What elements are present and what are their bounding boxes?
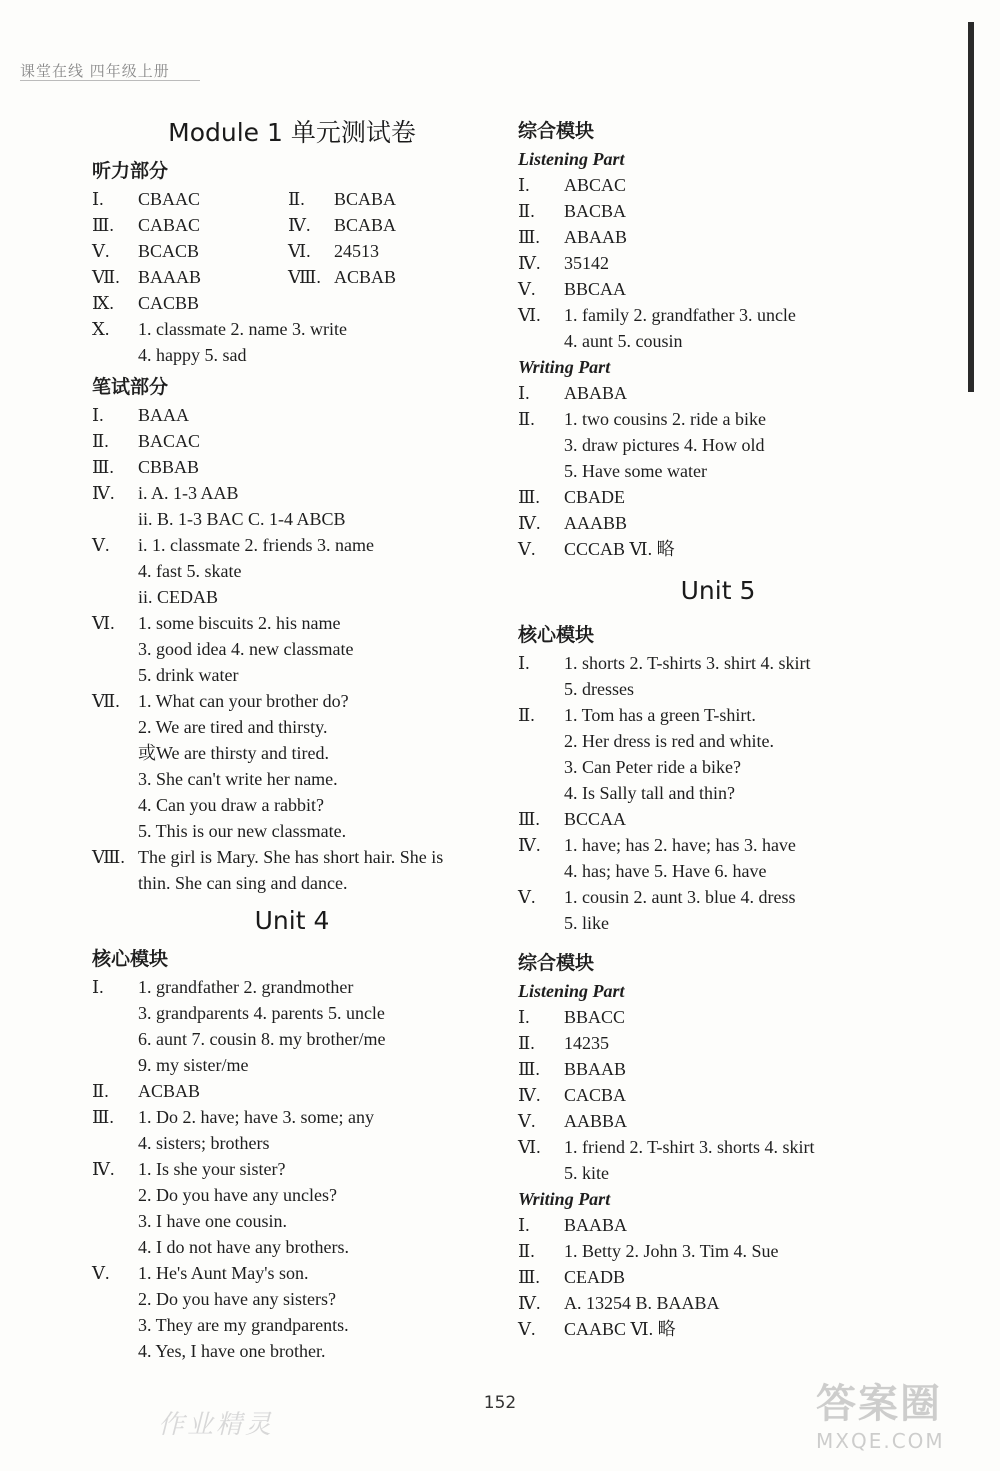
answer-row: [518, 754, 918, 780]
answer-row: [518, 1108, 918, 1134]
unit5-core-rows: [518, 650, 918, 936]
item-number: Ⅴ.: [518, 279, 536, 299]
item-answer: The girl is Mary. She has short hair. She is: [138, 847, 444, 867]
item-answer: 1. classmate 2. name 3. write: [138, 319, 347, 339]
item-number: [518, 328, 564, 354]
item-answer: 1. Tom has a green T-shirt.: [564, 705, 756, 725]
item-answer: 5. This is our new classmate.: [138, 821, 347, 841]
item-answer: 1. Is she your sister?: [138, 1159, 286, 1179]
item-number: [92, 1286, 138, 1312]
item-number: Ⅰ.: [518, 1215, 530, 1235]
item-number: [92, 792, 138, 818]
item-number: [92, 1182, 138, 1208]
item-answer: 5. dresses: [564, 679, 634, 699]
item-answer: BACBA: [564, 201, 627, 221]
item-answer: 2. Do you have any sisters?: [138, 1289, 336, 1309]
answer-row: [92, 1338, 492, 1364]
item-answer: 4. I do not have any brothers.: [138, 1237, 349, 1257]
item-answer: 24513: [334, 241, 379, 261]
answer-row: [92, 316, 492, 342]
item-number: Ⅳ.: [518, 513, 541, 533]
answer-row: [92, 454, 492, 480]
item-answer: CABAC: [138, 215, 201, 235]
item-answer: CBBAB: [138, 457, 200, 477]
item-answer: 2. Her dress is red and white.: [564, 731, 774, 751]
answer-row: [92, 1000, 492, 1026]
answer-row: [92, 662, 492, 688]
item-answer: 1. What can your brother do?: [138, 691, 349, 711]
unit5-writing-rows: [518, 1212, 918, 1342]
answer-row: [92, 1182, 492, 1208]
writing-heading: 笔试部分: [92, 376, 169, 398]
answer-row: [518, 1030, 918, 1056]
answer-row: [92, 186, 492, 212]
item-answer: 4. aunt 5. cousin: [564, 331, 683, 351]
answer-row: [518, 302, 918, 328]
unit4-comp-heading: 综合模块: [518, 120, 595, 142]
answer-row: [92, 480, 492, 506]
item-answer: i. 1. classmate 2. friends 3. name: [138, 535, 374, 555]
item-number: Ⅲ.: [518, 1059, 540, 1079]
watermark-left: 作业精灵: [158, 1410, 275, 1440]
item-answer: 3. grandparents 4. parents 5. uncle: [138, 1003, 385, 1023]
answer-row: [518, 832, 918, 858]
item-answer: 3. draw pictures 4. How old: [564, 435, 765, 455]
item-number: [92, 584, 138, 610]
item-number: Ⅲ.: [92, 215, 114, 235]
answer-row: [518, 1134, 918, 1160]
answer-row: [518, 458, 918, 484]
item-answer: CCCAB Ⅵ. 略: [564, 539, 675, 559]
item-number: Ⅳ.: [288, 215, 311, 235]
item-answer: 4. Can you draw a rabbit?: [138, 795, 324, 815]
answer-row: [92, 1104, 492, 1130]
answer-row: [92, 238, 492, 264]
item-answer: 35142: [564, 253, 609, 273]
item-number: [92, 662, 138, 688]
answer-row: [518, 1290, 918, 1316]
item-answer: CEADB: [564, 1267, 626, 1287]
item-number: Ⅰ.: [518, 653, 530, 673]
answer-row: [92, 714, 492, 740]
unit4-title: Unit 4: [254, 906, 330, 935]
answer-row: [92, 1234, 492, 1260]
answer-row: [518, 1238, 918, 1264]
answer-row: [92, 558, 492, 584]
item-number: Ⅳ.: [518, 253, 541, 273]
item-number: Ⅴ.: [92, 241, 110, 261]
item-number: Ⅳ.: [92, 1159, 115, 1179]
item-number: Ⅰ.: [518, 175, 530, 195]
item-number: Ⅱ.: [518, 1241, 535, 1261]
item-answer: 5. like: [564, 913, 609, 933]
item-answer: BBCAA: [564, 279, 627, 299]
answer-row: [92, 1130, 492, 1156]
item-number: Ⅰ.: [92, 189, 104, 209]
answer-row: [518, 884, 918, 910]
item-answer: 1. Do 2. have; have 3. some; any: [138, 1107, 374, 1127]
writing-rows: [92, 402, 492, 896]
item-number: Ⅵ.: [518, 1137, 541, 1157]
item-number: Ⅱ.: [518, 201, 535, 221]
item-number: [92, 1052, 138, 1078]
page-edge-bar: [968, 22, 974, 392]
unit4-listening-rows: [518, 172, 918, 354]
item-answer: 4. sisters; brothers: [138, 1133, 270, 1153]
item-answer: 1. He's Aunt May's son.: [138, 1263, 309, 1283]
item-number: [518, 676, 564, 702]
unit5-core-heading: 核心模块: [518, 624, 595, 646]
answer-row: [518, 650, 918, 676]
answer-row: [92, 584, 492, 610]
item-number: [92, 636, 138, 662]
answer-row: [518, 172, 918, 198]
answer-row: [92, 792, 492, 818]
answer-row: [518, 702, 918, 728]
item-answer: BCABA: [334, 215, 397, 235]
item-answer: 4. Is Sally tall and thin?: [564, 783, 735, 803]
item-number: Ⅹ.: [92, 319, 110, 339]
item-answer: BAABA: [564, 1215, 628, 1235]
answer-row: [518, 536, 918, 562]
item-number: Ⅲ.: [518, 1267, 540, 1287]
answer-row: [92, 342, 492, 368]
answer-row: [518, 380, 918, 406]
item-number: Ⅶ.: [92, 691, 120, 711]
answer-row: [518, 780, 918, 806]
watermark-right: [816, 1372, 986, 1462]
answer-row: [518, 1004, 918, 1030]
item-number: Ⅵ.: [518, 305, 541, 325]
item-answer: 5. drink water: [138, 665, 239, 685]
answer-row: [92, 1286, 492, 1312]
answer-row: [92, 428, 492, 454]
item-number: Ⅵ.: [288, 241, 311, 261]
item-number: [92, 714, 138, 740]
item-answer: 4. has; have 5. Have 6. have: [564, 861, 767, 881]
item-number: [92, 1234, 138, 1260]
item-number: [518, 754, 564, 780]
answer-row: [92, 402, 492, 428]
item-answer: A. 13254 B. BAABA: [564, 1293, 720, 1313]
answer-row: [518, 406, 918, 432]
item-answer: 1. have; has 2. have; has 3. have: [564, 835, 796, 855]
item-number: Ⅱ.: [92, 1081, 109, 1101]
item-number: Ⅲ.: [92, 457, 114, 477]
answer-row: [92, 870, 492, 896]
item-answer: BCCAA: [564, 809, 627, 829]
answer-row: [518, 858, 918, 884]
answer-row: [92, 636, 492, 662]
listening-rows: [92, 290, 492, 368]
answer-row: [92, 1312, 492, 1338]
item-number: [92, 818, 138, 844]
item-answer: BBAAB: [564, 1059, 627, 1079]
item-answer: ABCAC: [564, 175, 627, 195]
item-number: [92, 870, 138, 896]
answer-row: [92, 264, 492, 290]
item-answer: 5. kite: [564, 1163, 609, 1183]
item-answer: 14235: [564, 1033, 609, 1053]
answer-row: [92, 1156, 492, 1182]
item-number: Ⅱ.: [518, 705, 535, 725]
answer-row: [92, 766, 492, 792]
item-number: [92, 342, 138, 368]
answer-row: [92, 532, 492, 558]
answer-row: [518, 1212, 918, 1238]
item-number: Ⅲ.: [92, 1107, 114, 1127]
item-number: [92, 1000, 138, 1026]
item-number: [92, 558, 138, 584]
item-number: Ⅰ.: [518, 383, 530, 403]
item-answer: ABABA: [564, 383, 628, 403]
item-number: Ⅱ.: [518, 409, 535, 429]
answer-row: [518, 806, 918, 832]
item-answer: AABBA: [564, 1111, 628, 1131]
item-answer: 1. two cousins 2. ride a bike: [564, 409, 766, 429]
answer-row: [92, 974, 492, 1000]
item-answer: 2. We are tired and thirsty.: [138, 717, 328, 737]
item-number: Ⅴ.: [518, 1319, 536, 1339]
unit4-core-rows: [92, 974, 492, 1364]
left-column: [92, 108, 492, 1364]
answer-row: [92, 1260, 492, 1286]
item-answer: 1. family 2. grandfather 3. uncle: [564, 305, 796, 325]
item-answer: 1. cousin 2. aunt 3. blue 4. dress: [564, 887, 796, 907]
item-number: [92, 1208, 138, 1234]
item-number: Ⅴ.: [92, 535, 110, 555]
item-answer: BBACC: [564, 1007, 626, 1027]
item-number: Ⅲ.: [518, 487, 540, 507]
item-number: [92, 1130, 138, 1156]
item-answer: CACBB: [138, 293, 200, 313]
answer-row: [92, 1052, 492, 1078]
answer-row: [518, 1082, 918, 1108]
item-answer: 1. friend 2. T-shirt 3. shorts 4. skirt: [564, 1137, 815, 1157]
item-number: Ⅸ.: [92, 293, 114, 313]
item-answer: 2. Do you have any uncles?: [138, 1185, 337, 1205]
module-title: Module 1 单元测试卷: [168, 118, 416, 147]
right-column: [518, 112, 918, 1342]
item-number: [92, 1312, 138, 1338]
unit4-writing-sub: Writing Part: [518, 357, 611, 377]
answer-row: [518, 432, 918, 458]
item-number: Ⅲ.: [518, 227, 540, 247]
item-number: [92, 1338, 138, 1364]
item-number: Ⅳ.: [518, 835, 541, 855]
item-number: Ⅱ.: [518, 1033, 535, 1053]
page-header: 课堂在线 四年级上册: [20, 62, 170, 80]
unit5-title: Unit 5: [680, 576, 756, 605]
item-number: Ⅴ.: [518, 887, 536, 907]
answer-row: [518, 676, 918, 702]
page-number: 152: [483, 1393, 517, 1413]
answer-row: [518, 198, 918, 224]
item-number: Ⅴ.: [518, 1111, 536, 1131]
answer-row: [92, 212, 492, 238]
item-number: [518, 458, 564, 484]
answer-row: [518, 728, 918, 754]
answer-row: [92, 740, 492, 766]
item-answer: AAABB: [564, 513, 628, 533]
item-number: [518, 780, 564, 806]
item-answer: BCABA: [334, 189, 397, 209]
unit5-listening-rows: [518, 1004, 918, 1186]
answer-row: [518, 328, 918, 354]
item-answer: ACBAB: [138, 1081, 201, 1101]
item-answer: ii. CEDAB: [138, 587, 219, 607]
unit5-comp-heading: 综合模块: [518, 952, 595, 974]
unit5-writing-sub: Writing Part: [518, 1189, 611, 1209]
item-answer: BCACB: [138, 241, 200, 261]
item-answer: CAABC Ⅵ. 略: [564, 1319, 676, 1339]
answer-row: [92, 818, 492, 844]
item-number: Ⅶ.: [92, 267, 120, 287]
answer-row: [518, 1056, 918, 1082]
item-number: [518, 1160, 564, 1186]
item-answer: 3. Can Peter ride a bike?: [564, 757, 741, 777]
item-number: Ⅰ.: [92, 977, 104, 997]
item-answer: 1. some biscuits 2. his name: [138, 613, 341, 633]
answer-row: [92, 506, 492, 532]
item-answer: CBAAC: [138, 189, 201, 209]
answer-row: [518, 276, 918, 302]
item-number: Ⅴ.: [92, 1263, 110, 1283]
answer-row: [92, 1208, 492, 1234]
answer-row: [92, 844, 492, 870]
item-number: [92, 766, 138, 792]
item-answer: 1. grandfather 2. grandmother: [138, 977, 354, 997]
item-number: Ⅵ.: [92, 613, 115, 633]
item-number: Ⅳ.: [518, 1293, 541, 1313]
item-number: [518, 858, 564, 884]
item-number: Ⅳ.: [518, 1085, 541, 1105]
answer-row: [518, 224, 918, 250]
answer-row: [518, 484, 918, 510]
item-answer: 4. fast 5. skate: [138, 561, 242, 581]
item-answer: ii. B. 1-3 BAC C. 1-4 ABCB: [138, 509, 346, 529]
item-answer: 1. shorts 2. T-shirts 3. shirt 4. skirt: [564, 653, 811, 673]
answer-row: [92, 610, 492, 636]
answer-row: [92, 1078, 492, 1104]
item-number: Ⅱ.: [92, 431, 109, 451]
item-answer: CBADE: [564, 487, 626, 507]
item-answer: 1. Betty 2. John 3. Tim 4. Sue: [564, 1241, 779, 1261]
item-answer: 4. Yes, I have one brother.: [138, 1341, 326, 1361]
item-answer: BACAC: [138, 431, 201, 451]
item-answer: 3. She can't write her name.: [138, 769, 338, 789]
answer-row: [518, 910, 918, 936]
item-number: Ⅲ.: [518, 809, 540, 829]
answer-row: [518, 1316, 918, 1342]
item-answer: thin. She can sing and dance.: [138, 873, 348, 893]
answer-row: [518, 510, 918, 536]
item-number: Ⅳ.: [92, 483, 115, 503]
item-answer: BAAA: [138, 405, 190, 425]
watermark-right-line1: 答案圈: [816, 1381, 942, 1427]
unit4-core-heading: 核心模块: [92, 948, 169, 970]
item-number: [92, 740, 138, 766]
item-number: Ⅰ.: [92, 405, 104, 425]
item-answer: 5. Have some water: [564, 461, 707, 481]
item-answer: 3. I have one cousin.: [138, 1211, 287, 1231]
item-answer: 或We are thirsty and tired.: [138, 743, 329, 763]
answer-row: [518, 250, 918, 276]
item-answer: ABAAB: [564, 227, 628, 247]
item-answer: 3. They are my grandparents.: [138, 1315, 349, 1335]
item-answer: 6. aunt 7. cousin 8. my brother/me: [138, 1029, 386, 1049]
item-number: Ⅷ.: [92, 847, 125, 867]
item-answer: 4. happy 5. sad: [138, 345, 247, 365]
item-number: [518, 432, 564, 458]
item-number: [92, 1026, 138, 1052]
unit5-listening-sub: Listening Part: [518, 981, 625, 1001]
answer-row: [92, 290, 492, 316]
item-answer: ACBAB: [334, 267, 397, 287]
listening-heading: 听力部分: [92, 160, 169, 182]
answer-row: [92, 688, 492, 714]
item-number: [518, 728, 564, 754]
item-answer: 3. good idea 4. new classmate: [138, 639, 354, 659]
item-number: [92, 506, 138, 532]
answer-row: [92, 1026, 492, 1052]
item-answer: i. A. 1-3 AAB: [138, 483, 239, 503]
item-number: [518, 910, 564, 936]
item-answer: CACBA: [564, 1085, 627, 1105]
item-number: Ⅴ.: [518, 539, 536, 559]
item-number: Ⅷ.: [288, 267, 321, 287]
header-rule: [20, 80, 200, 81]
item-answer: 9. my sister/me: [138, 1055, 249, 1075]
answer-row: [518, 1160, 918, 1186]
answer-row: [518, 1264, 918, 1290]
item-number: Ⅱ.: [288, 189, 305, 209]
unit4-listening-sub: Listening Part: [518, 149, 625, 169]
watermark-right-line2: MXQE.COM: [816, 1429, 945, 1453]
item-answer: BAAAB: [138, 267, 202, 287]
item-number: Ⅰ.: [518, 1007, 530, 1027]
listening-pairs: [92, 186, 492, 290]
unit4-writing-rows: [518, 380, 918, 562]
